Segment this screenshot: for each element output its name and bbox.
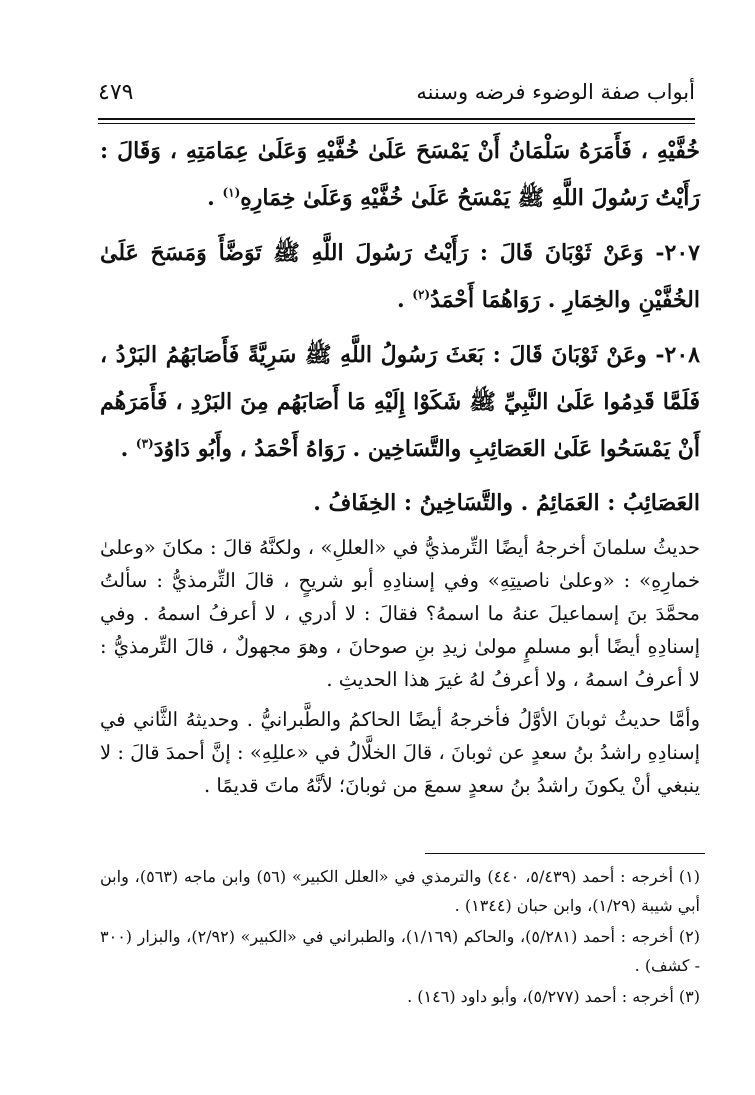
- punctuation: .: [396, 287, 413, 313]
- hadith-207: [100, 230, 700, 324]
- header-rule-thick: [98, 118, 695, 120]
- footnote-ref: (٢): [412, 287, 431, 302]
- punctuation: .: [120, 436, 136, 462]
- hadith-text: ٢٠٨- وعَنْ ثَوْبَانَ قَالَ : بَعَثَ رَسُولُ اللَّهِ ﷺ سَرِيَّةً فَأَصَابَهُمُ البَرْدُ ، فَلَمَّا قَدِمُوا عَلَىٰ النَّبِيِّ ﷺ شَكَوْا إِلَيْهِ مَا أَصَابَهُم مِنَ البَرْدِ ، فَأَمَرَهُم أَنْ يَمْسَحُوا عَلَىٰ العَصَائِبِ والتَّسَاخِين . رَوَاهُ أَحْمَدُ ، وأَبُو دَاوُدَ: [100, 342, 700, 462]
- footnote-separator: [425, 853, 705, 854]
- footnote-ref: (١): [222, 185, 241, 200]
- hadith-text: ٢٠٧- وَعَنْ ثَوْبَانَ قَالَ : رَأَيْتُ رَسُولَ اللَّهِ ﷺ تَوَضَّأَ وَمَسَحَ عَلَىٰ الخُفَّيْنِ والخِمَارِ . رَوَاهُمَا أَحْمَدُ: [100, 240, 700, 313]
- running-header-title: أبواب صفة الوضوء فرضه وسننه: [416, 80, 695, 104]
- header-rule-thin: [98, 123, 695, 124]
- hadith-text: خُفَّيْهِ ، فَأَمَرَهُ سَلْمَانُ أَنْ يَمْسَحَ عَلَىٰ خُفَّيْهِ وَعَلَىٰ عِمَامَتِهِ ، وَقَالَ : رَأَيْتُ رَسُولَ اللَّهِ ﷺ يَمْسَحُ عَلَىٰ خُفَّيْهِ وَعَلَىٰ خِمَارِهِ: [100, 138, 700, 211]
- footnote-3: (٣) أخرجه : أحمد (٥/٢٧٧)، وأبو داود (١٤٦) .: [407, 987, 700, 1006]
- footnotes: [100, 862, 700, 1013]
- footnote-2: (٢) أخرجه : أحمد (٥/٢٨١)، والحاكم (١/١٦٩)، والطبراني في «الكبير» (٢/٩٢)، والبزار (٣٠٠ - كشف) .: [100, 927, 700, 975]
- main-text: [100, 128, 700, 809]
- footnote-ref: (٣): [135, 436, 154, 451]
- punctuation: .: [207, 185, 223, 211]
- page-number: ٤٧٩: [98, 80, 134, 105]
- vocabulary-definition: العَصَائِبُ : العَمَائِمُ . والتَّسَاخِينُ : الخِفَافُ .: [313, 490, 700, 516]
- hadith-continuation: [100, 128, 700, 222]
- commentary-paragraph-1: حديثُ سلمانَ أخرجهُ أيضًا التِّرمذيُّ في «العللِ» ، ولكنَّهُ قالَ : مكانَ «وعلىٰ خمارِهِ» : «وعلىٰ ناصيتِهِ» وفي إسنادِهِ أبو شريحٍ ، قالَ التِّرمذيُّ : سألتُ محمَّدَ بنَ إسماعيلَ عنهُ ما اسمهُ؟ فقالَ : لا أدري ، لا أعرفُ اسمهُ . وفي إسنادِهِ أيضًا أبو مسلمٍ مولىٰ زيدِ بنِ صوحانَ ، وهوَ مجهولٌ ، قالَ التِّرمذيُّ : لا أعرفُ اسمهُ ، ولا أعرفُ لهُ غيرَ هذا الحديثِ .: [100, 536, 700, 691]
- hadith-208: [100, 332, 700, 473]
- commentary-paragraph-2: وأمَّا حديثُ ثوبانَ الأوَّلُ فأخرجهُ أيضًا الحاكمُ والطَّبرانيُّ . وحديثهُ الثَّاني في إسنادِهِ راشدُ بنُ سعدٍ عن ثوبانَ ، قالَ الخلَّالُ في «عللِهِ» : إنَّ أحمدَ قالَ : لا ينبغي أنْ يكونَ راشدُ بنُ سعدٍ سمعَ من ثوبانَ؛ لأنَّهُ ماتَ قديمًا .: [100, 708, 700, 797]
- footnote-1: (١) أخرجه : أحمد (٥/٤٣٩، ٤٤٠) والترمذي في «العلل الكبير» (٥٦) وابن ماجه (٥٦٣)، وابن أبي شيبة (١/٢٩)، وابن حبان (١٣٤٤) .: [100, 867, 701, 915]
